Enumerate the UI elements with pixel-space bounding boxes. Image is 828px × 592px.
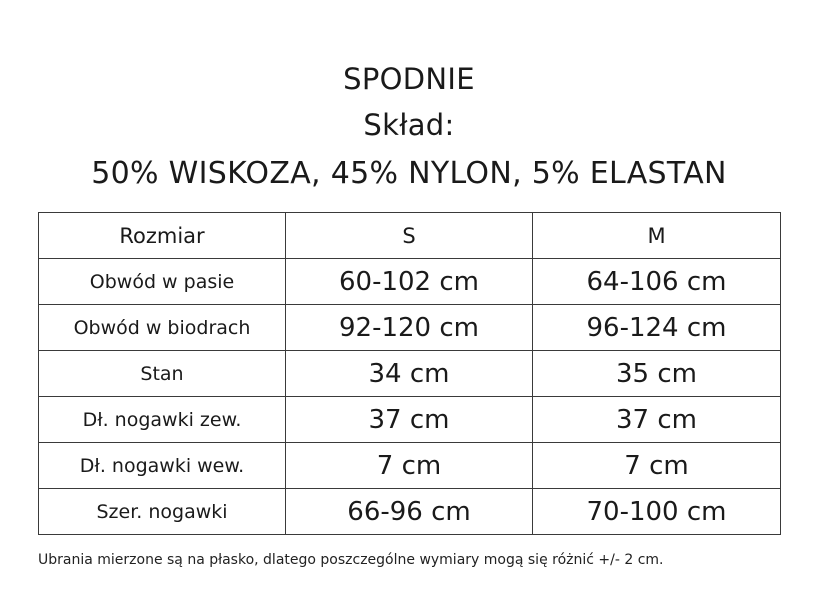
size-table [38, 212, 781, 535]
product-title: SPODNIE [343, 62, 475, 96]
value-s: 7 cm [286, 443, 533, 489]
value-s: 37 cm [286, 397, 533, 443]
row-label: Obwód w pasie [39, 259, 286, 305]
row-label: Obwód w biodrach [39, 305, 286, 351]
value-m: 70-100 cm [533, 489, 781, 535]
table-row [39, 259, 781, 305]
measurement-footnote: Ubrania mierzone są na płasko, dlatego poszczególne wymiary mogą się różnić +/- 2 cm. [38, 552, 664, 568]
header-size: Rozmiar [39, 213, 286, 259]
table-row [39, 489, 781, 535]
value-s: 92-120 cm [286, 305, 533, 351]
row-label: Dł. nogawki zew. [39, 397, 286, 443]
table-header-row [39, 213, 781, 259]
row-label: Szer. nogawki [39, 489, 286, 535]
value-s: 34 cm [286, 351, 533, 397]
value-m: 64-106 cm [533, 259, 781, 305]
table-row [39, 351, 781, 397]
value-m: 37 cm [533, 397, 781, 443]
composition-label: Skład: [363, 108, 455, 142]
table-row [39, 305, 781, 351]
table-row [39, 397, 781, 443]
header-s: S [286, 213, 533, 259]
value-m: 35 cm [533, 351, 781, 397]
table-row [39, 443, 781, 489]
value-m: 96-124 cm [533, 305, 781, 351]
value-s: 60-102 cm [286, 259, 533, 305]
row-label: Dł. nogawki wew. [39, 443, 286, 489]
header-m: M [533, 213, 781, 259]
composition-value: 50% WISKOZA, 45% NYLON, 5% ELASTAN [91, 156, 727, 191]
value-m: 7 cm [533, 443, 781, 489]
value-s: 66-96 cm [286, 489, 533, 535]
row-label: Stan [39, 351, 286, 397]
